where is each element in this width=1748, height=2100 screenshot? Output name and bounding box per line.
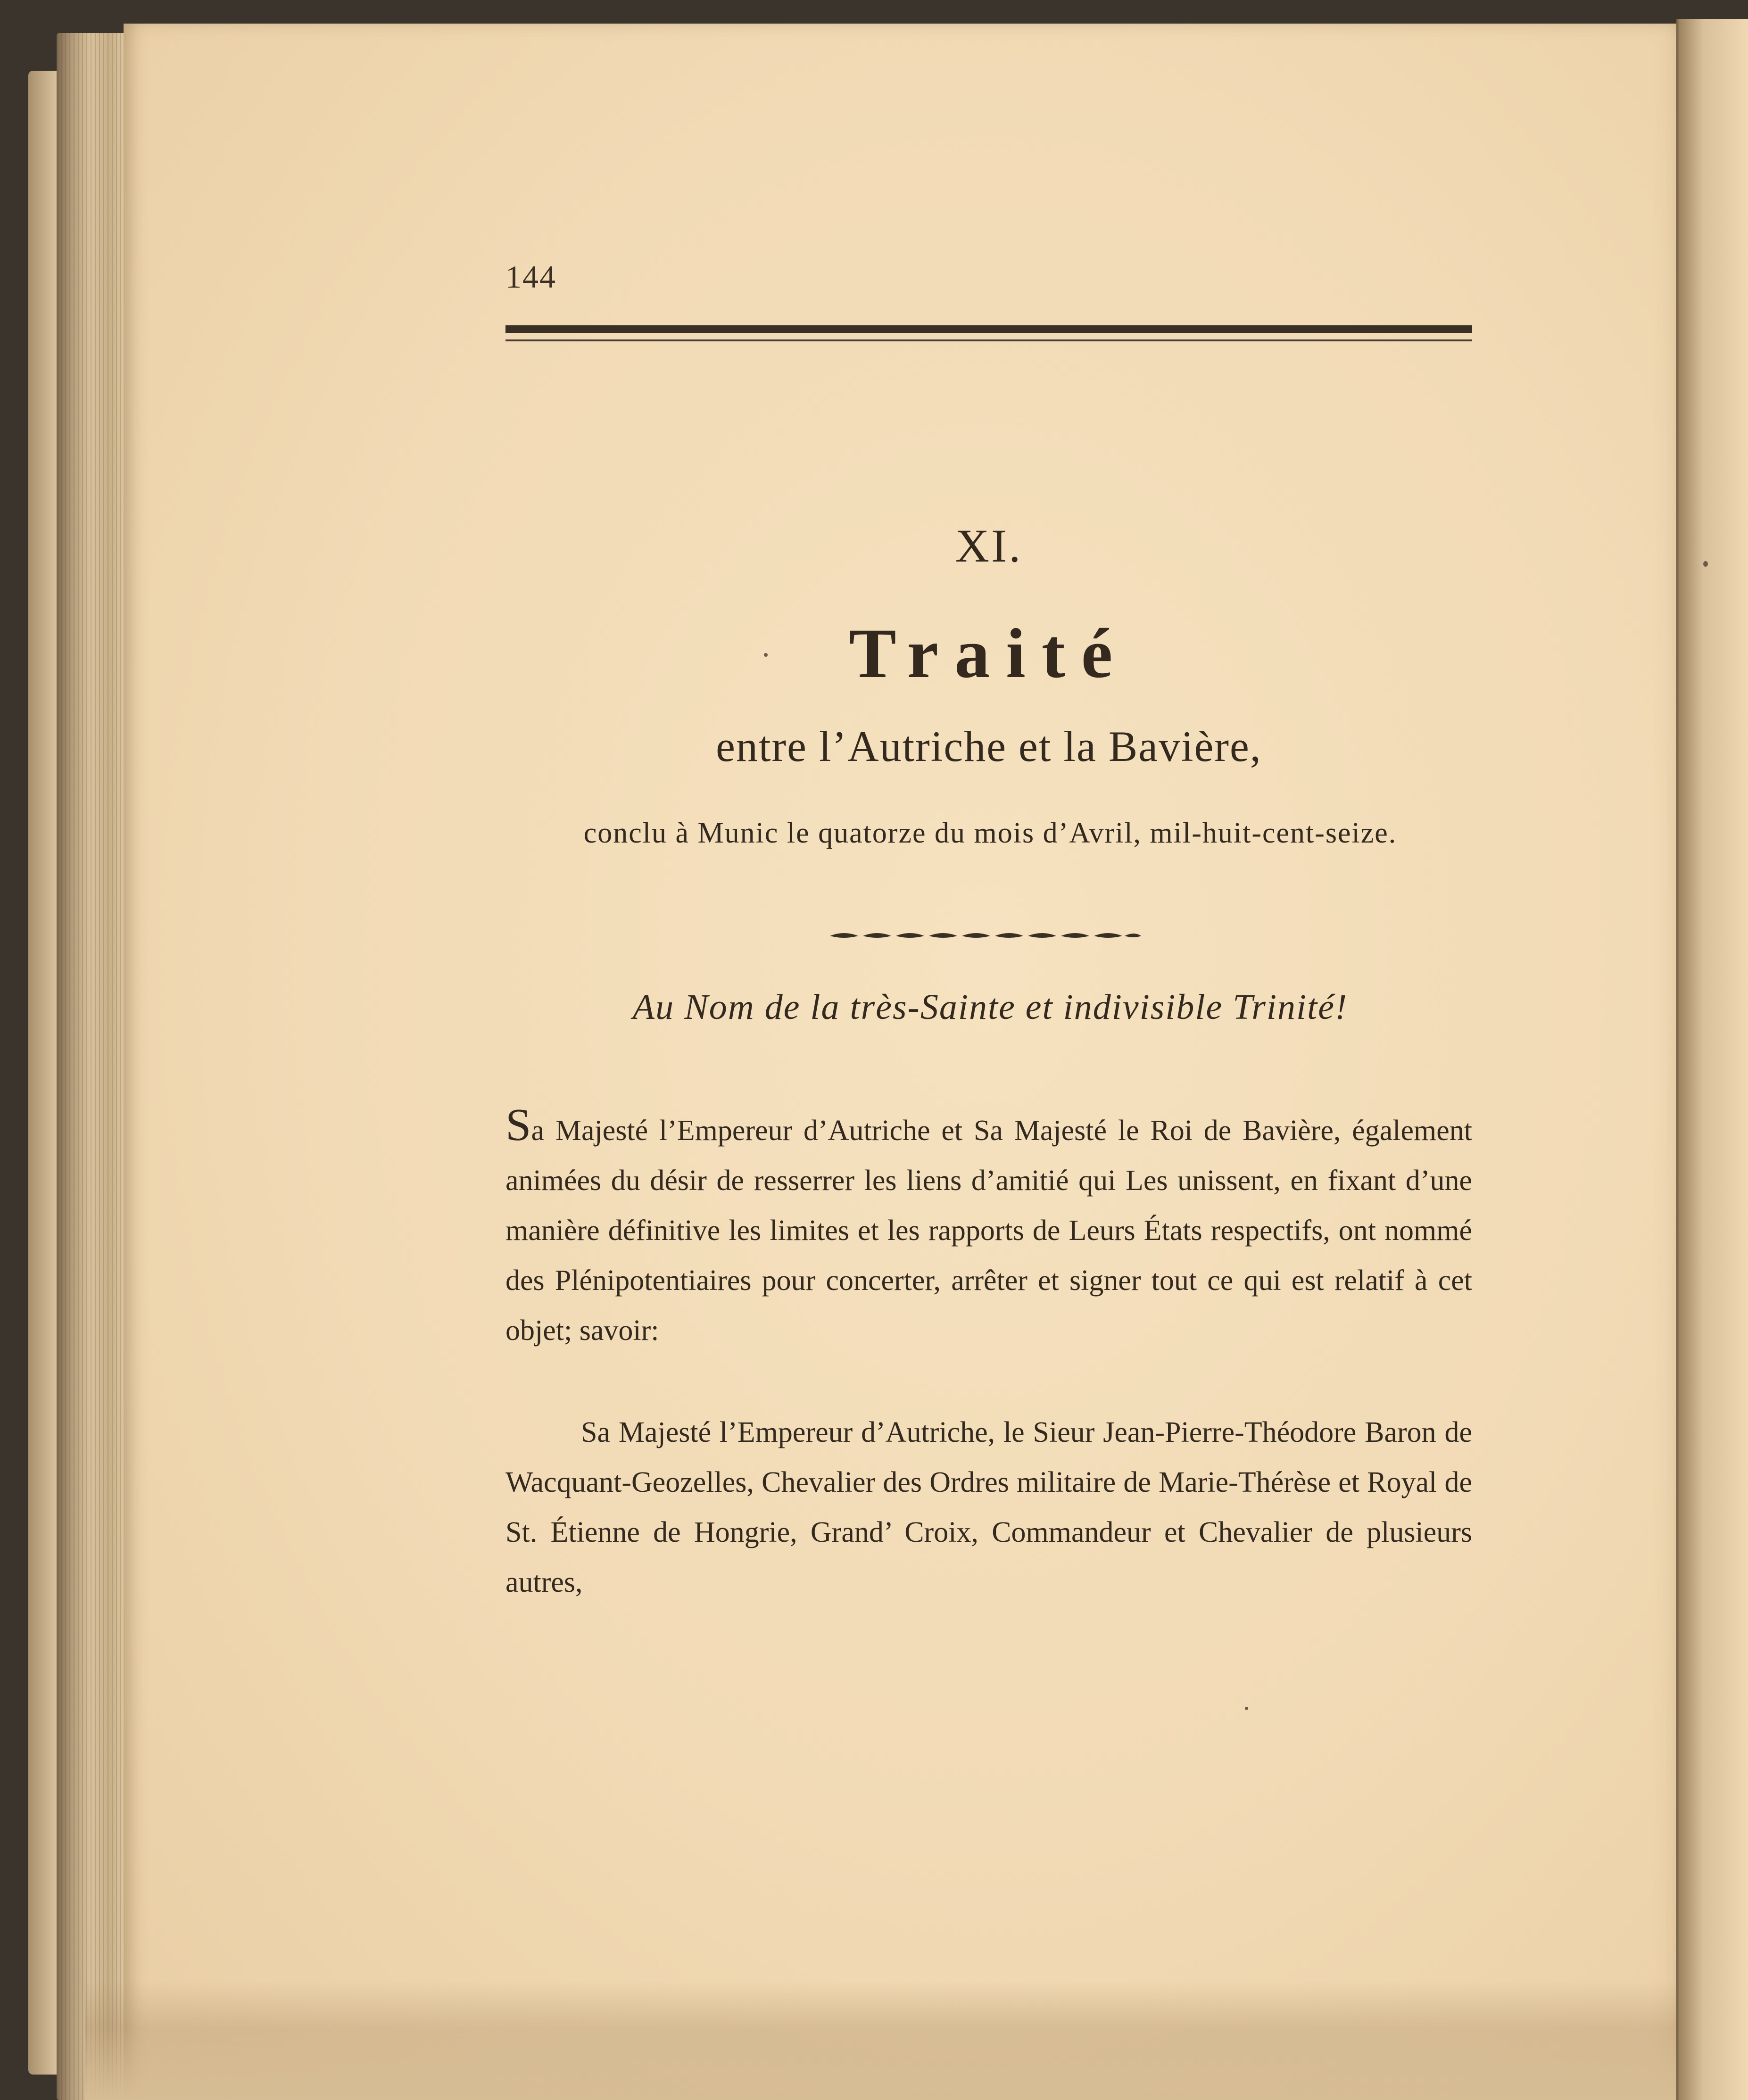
treaty-numeral: XI. xyxy=(955,520,1023,572)
facing-page-edge xyxy=(1679,19,1748,2100)
page-number: 144 xyxy=(505,259,556,295)
ornament-divider xyxy=(830,926,1141,945)
book-page xyxy=(124,24,1689,2100)
invocation: Au Nom de la très-Sainte et indivisible Trinité! xyxy=(632,987,1348,1027)
treaty-subtitle: entre l’Autriche et la Bavière, xyxy=(716,722,1262,770)
paragraph-plenipotentiary: Sa Majesté l’Empereur d’Autriche, le Sieur Jean-Pierre-Théodore Baron de Wacquant-Geozelles, Chevalier des Ordres militaire de Marie-Thérèse et Royal de St. Étienne de Hongrie, Grand’ Croix, Commandeur et Chevalier de plusieurs autres, xyxy=(505,1416,1472,1598)
treaty-title: Traité xyxy=(849,614,1129,693)
paragraph-preamble xyxy=(505,1100,1472,1356)
page-stack xyxy=(57,33,132,2100)
treaty-dateline: conclu à Munic le quatorze du mois d’Avril, mil-huit-cent-seize. xyxy=(583,817,1397,849)
header-rule-thin xyxy=(505,339,1472,341)
page-bottom-shadow xyxy=(85,1980,1698,2100)
paragraph-preamble-text: a Majesté l’Empereur d’Autriche et Sa Majesté le Roi de Bavière, également animées du désir de resserrer les liens d’amitié qui Les unissent, en fixant d’une manière définitive les limites et les rapports de Leurs États respectifs, ont nommé des Plénipotentiaires pour concerter, arrêter et signer tout ce qui est relatif à cet objet; savoir: xyxy=(505,1115,1472,1347)
header-rule xyxy=(505,325,1472,333)
paper-speck xyxy=(1245,1707,1248,1710)
drop-cap: S xyxy=(505,1100,531,1150)
paper-speck xyxy=(1703,561,1708,567)
